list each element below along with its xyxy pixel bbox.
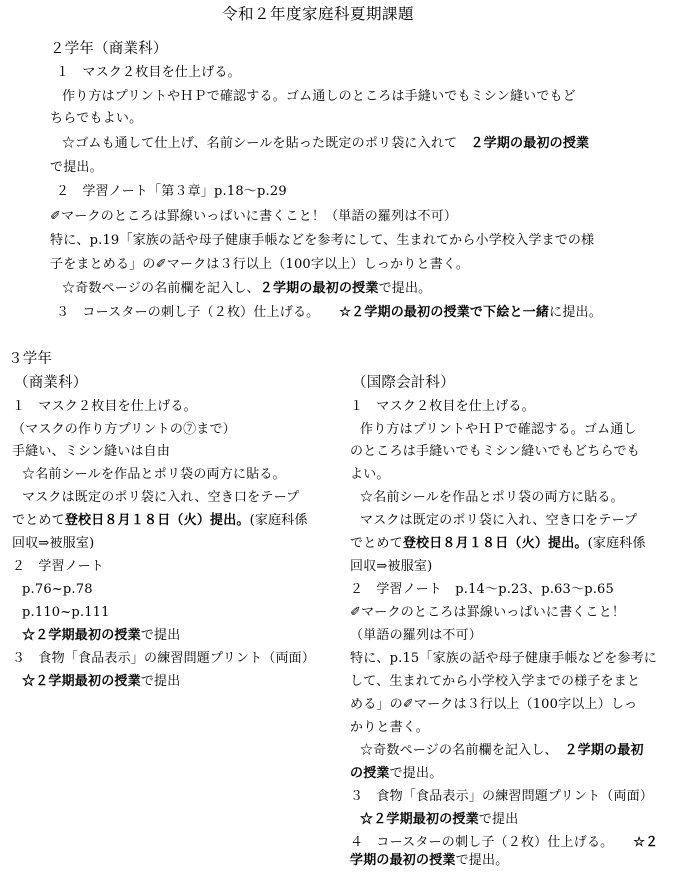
grade2-item3: ３ コースターの刺し子（２枚）仕上げる。 ☆２学期の最初の授業で下絵と一緒に提出。 — [56, 305, 602, 320]
grade3-right-item3: ３ 食物「食品表示」の練習問題プリント（両面） — [350, 789, 654, 804]
grade2-text: ✐マークのところは罫線いっぱいに書くこと！（単語の羅列は不可） — [50, 209, 458, 224]
grade3-right-text: 作り方はプリントやＨＰで確認する。ゴム通し — [360, 422, 637, 437]
grade3-left-text: （マスクの作り方プリントの⑦まで） — [12, 422, 236, 437]
grade3-right-text: して、生まれてから小学校入学までの様子をまと — [350, 674, 641, 689]
grade3-left-text: 手縫い、ミシン縫いは自由 — [12, 444, 171, 459]
grade3-right-note: ☆２学期最初の授業で提出 — [360, 812, 519, 827]
document-title: 令和２年度家庭科夏期課題 — [222, 5, 415, 23]
grade3-left-dept: （商業科） — [14, 375, 88, 391]
grade2-text: 子をまとめる」の✐マークは３行以上（100字以上）しっかりと書く。 — [50, 257, 470, 272]
grade3-left-item2: ２ 学習ノート — [12, 559, 105, 574]
grade3-left-pages: p.76~p.78 — [22, 582, 93, 597]
grade3-right-text: （単語の羅列は不可） — [350, 628, 483, 643]
grade3-right-text: 特に、p.15「家族の話や母子健康手帳などを参考に — [350, 651, 657, 666]
grade2-item2: ２ 学習ノート「第３章」p.18～p.29 — [56, 184, 287, 199]
grade3-left-note: ☆２学期最初の授業で提出 — [22, 674, 181, 689]
grade3-right-text: よい。 — [350, 467, 390, 482]
grade2-item1: １ マスク２枚目を仕上げる。 — [56, 65, 241, 80]
grade3-right-text: の授業で提出。 — [350, 766, 443, 781]
grade3-right-text: のところは手縫いでもミシン縫いでもどちらでも — [350, 444, 640, 459]
grade3-left-text: マスクは既定のポリ袋に入れ、空き口をテープ — [22, 490, 300, 505]
grade3-right-note: ☆奇数ページの名前欄を記入し、 ２学期の最初 — [360, 743, 644, 758]
grade3-right-item2: ２ 学習ノート p.14～p.23、p.63～p.65 — [350, 582, 614, 597]
grade3-heading: ３学年 — [8, 351, 53, 367]
grade2-note: ☆ゴムも通して仕上げ、名前シールを貼った既定のポリ袋に入れて ２学期の最初の授業 — [62, 136, 590, 151]
grade3-right-item1: １ マスク２枚目を仕上げる。 — [350, 399, 535, 414]
grade3-left-text: 回収⇒被服室) — [12, 536, 95, 551]
grade3-right-text: マスクは既定のポリ袋に入れ、空き口をテープ — [360, 513, 638, 528]
grade2-text: ちらでもよい。 — [50, 111, 143, 126]
grade3-left-pages: p.110~p.111 — [22, 605, 110, 620]
grade2-heading: ２学年（商業科） — [50, 41, 168, 57]
grade3-left-note: ☆２学期最初の授業で提出 — [22, 628, 181, 643]
grade3-left-text: でとめて登校日８月１８日（火）提出。(家庭科係 — [12, 513, 308, 528]
grade2-text: で提出。 — [50, 160, 103, 175]
grade3-right-text: ✐マークのところは罫線いっぱいに書くこと！ — [350, 605, 626, 620]
grade3-right-text: 回収⇒被服室) — [350, 559, 433, 574]
grade3-right-text: める」の✐マークは３行以上（100字以上）しっ — [350, 697, 638, 712]
grade3-left-note: ☆名前シールを作品とポリ袋の両方に貼る。 — [22, 467, 286, 482]
grade3-right-text: 学期の最初の授業で提出。 — [350, 853, 509, 868]
grade3-right-dept: （国際会計科） — [352, 375, 455, 391]
grade3-right-text: かりと書く。 — [350, 720, 429, 735]
grade2-note: ☆奇数ページの名前欄を記入し、２学期の最初の授業で提出。 — [62, 281, 432, 296]
grade3-left-item3: ３ 食物「食品表示」の練習問題プリント（両面） — [12, 651, 316, 666]
grade3-right-text: でとめて登校日８月１８日（火）提出。(家庭科係 — [350, 536, 646, 551]
grade2-text: 特に、p.19「家族の話や母子健康手帳などを参考にして、生まれてから小学校入学までの様 — [50, 233, 595, 248]
grade3-left-item1: １ マスク２枚目を仕上げる。 — [12, 399, 197, 414]
grade2-text: 作り方はプリントやＨＰで確認する。ゴム通しのところは手縫いでもミシン縫いでもど — [62, 89, 576, 104]
grade3-right-note: ☆名前シールを作品とポリ袋の両方に貼る。 — [360, 490, 624, 505]
grade3-right-item4: ４ コースターの刺し子（２枚）仕上げる。 ☆２ — [350, 835, 659, 850]
